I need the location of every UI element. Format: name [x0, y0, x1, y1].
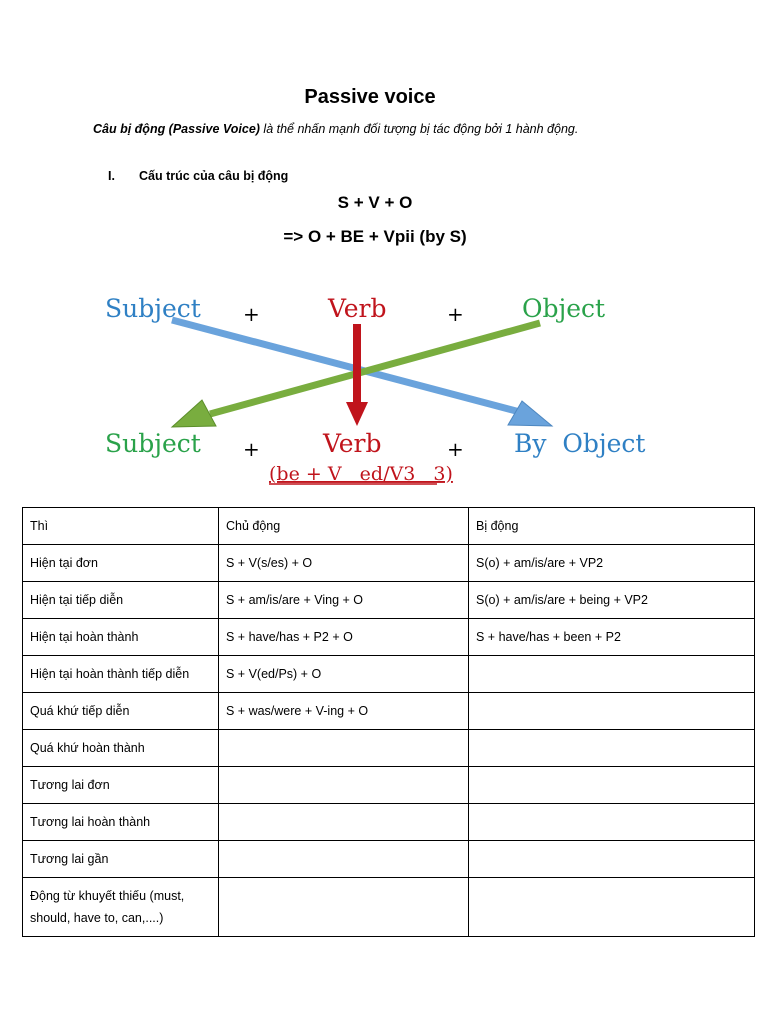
passive-cell: [469, 656, 755, 693]
green-arrow-shaft: [210, 323, 540, 414]
diagram-bottom-subject: Subject: [105, 429, 201, 458]
red-arrow-shaft: [353, 324, 361, 404]
active-cell: S + was/were + V-ing + O: [219, 693, 469, 730]
intro-rest: là thể nhấn mạnh đối tượng bị tác động bởi 1 hành động.: [259, 122, 579, 136]
tense-cell: Thì: [23, 508, 219, 545]
table-row: [23, 730, 755, 767]
tense-cell: Tương lai hoàn thành: [23, 804, 219, 841]
diagram-bottom-note: (be + V ed/V3 3): [269, 463, 453, 485]
tense-cell: Quá khứ tiếp diễn: [23, 693, 219, 730]
passive-cell: [469, 878, 755, 937]
active-cell: S + am/is/are + Ving + O: [219, 582, 469, 619]
active-cell: [219, 767, 469, 804]
passive-cell: S + have/has + been + P2: [469, 619, 755, 656]
table-row: [23, 804, 755, 841]
table-row: [23, 693, 755, 730]
tense-cell: Quá khứ hoàn thành: [23, 730, 219, 767]
passive-cell: [469, 767, 755, 804]
passive-cell: S(o) + am/is/are + VP2: [469, 545, 755, 582]
intro-term: Câu bị động (Passive Voice): [93, 122, 260, 136]
diagram-top-subject: Subject: [105, 294, 201, 323]
intro-sentence: [93, 122, 578, 136]
red-arrowhead: [346, 402, 368, 426]
formula-passive: => O + BE + Vpii (by S): [283, 227, 467, 246]
tense-cell: Hiện tại tiếp diễn: [23, 582, 219, 619]
section-number: I.: [108, 169, 115, 183]
tense-cell: Tương lai đơn: [23, 767, 219, 804]
table-row: [23, 619, 755, 656]
diagram-plus: +: [243, 437, 260, 461]
green-arrowhead: [172, 400, 216, 427]
diagram-top-verb: Verb: [328, 294, 387, 323]
passive-cell: [469, 841, 755, 878]
table-row: [23, 545, 755, 582]
formula-active: S + V + O: [337, 193, 413, 212]
diagram-bottom-verb: Verb: [323, 429, 382, 458]
tense-cell: Hiện tại hoàn thành: [23, 619, 219, 656]
diagram-plus: +: [447, 302, 464, 326]
diagram-plus: +: [243, 302, 260, 326]
active-cell: S + V(ed/Ps) + O: [219, 656, 469, 693]
passive-cell: Bị động: [469, 508, 755, 545]
blue-arrowhead: [508, 401, 552, 426]
active-cell: S + V(s/es) + O: [219, 545, 469, 582]
active-cell: [219, 841, 469, 878]
tense-cell: Tương lai gần: [23, 841, 219, 878]
table-row: [23, 878, 755, 937]
table-row: [23, 841, 755, 878]
blue-arrow-shaft: [172, 320, 520, 412]
active-cell: [219, 804, 469, 841]
active-cell: S + have/has + P2 + O: [219, 619, 469, 656]
passive-cell: [469, 730, 755, 767]
section-title: Cấu trúc của câu bị động: [139, 169, 289, 183]
table-row: [23, 767, 755, 804]
active-cell: [219, 730, 469, 767]
active-cell: [219, 878, 469, 937]
tense-cell: Hiện tại đơn: [23, 545, 219, 582]
passive-voice-diagram: [90, 280, 650, 490]
active-cell: Chủ động: [219, 508, 469, 545]
section-heading: [108, 169, 288, 183]
tense-cell: Động từ khuyết thiếu (must, should, have to, can,....): [23, 878, 219, 937]
passive-cell: [469, 693, 755, 730]
passive-cell: S(o) + am/is/are + being + VP2: [469, 582, 755, 619]
table-row: [23, 656, 755, 693]
table-row: [23, 582, 755, 619]
diagram-top-object: Object: [522, 294, 606, 323]
page-title: Passive voice: [304, 86, 436, 108]
diagram-plus: +: [447, 437, 464, 461]
diagram-bottom-object: By Object: [514, 429, 646, 458]
table-header-row: [23, 508, 755, 545]
passive-cell: [469, 804, 755, 841]
tense-cell: Hiện tại hoàn thành tiếp diễn: [23, 656, 219, 693]
tense-table: [22, 507, 755, 937]
